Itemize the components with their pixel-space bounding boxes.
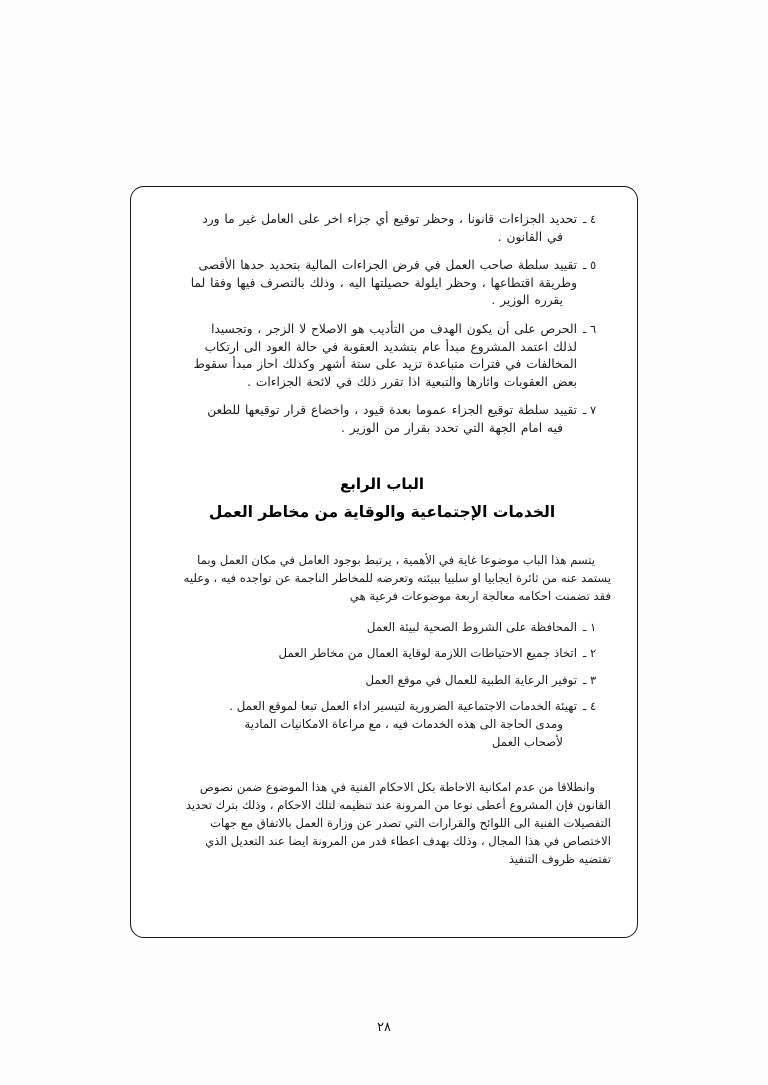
list-item (153, 672, 611, 690)
list-item (153, 402, 611, 437)
list-marker: ٥ ـ (583, 258, 597, 273)
list-text: تقييد سلطة صاحب العمل في فرض الجزاءات المالية بتحديد حدها الأقصى وطريقة اقتطاعها ، وحظر ايلولة حصيلتها اليه ، وذلك بالتصرف فيها وفقا لما يقرره الوزير . (190, 258, 577, 308)
section-heading (153, 472, 611, 525)
list-text: تحديد الجزاءات قانونا ، وحظر توقيع أي جزاء اخر على العامل غير ما ورد في القانون . (202, 212, 577, 244)
section-title: الباب الرابع (340, 474, 424, 493)
list-text: توفير الرعاية الطبية للعمال في موقع العمل (365, 672, 577, 687)
top-numbered-list (153, 211, 611, 438)
list-marker: ٣ ـ (583, 672, 597, 687)
list-marker: ٤ ـ (583, 212, 597, 226)
list-marker: ٧ ـ (583, 403, 597, 418)
content-frame (130, 186, 638, 938)
list-marker: ٤ ـ (583, 699, 597, 714)
list-item (153, 698, 611, 751)
list-text: تهيئة الخدمات الاجتماعية الضرورية لتيسير اداء العمل تبعا لموقع العمل . ومدى الحاجة الى هذه الخدمات فيه ، مع مراعاة الامكانيات المادية لأصحاب العمل (229, 699, 577, 749)
list-marker: ٦ ـ (583, 321, 597, 336)
list-text: المحافظة على الشروط الصحية لبيئة العمل (366, 619, 577, 634)
list-item (153, 211, 611, 246)
list-marker: ١ ـ (583, 619, 597, 634)
list-item (153, 257, 611, 310)
section-subtitle: الخدمات الإجتماعية والوقاية من مخاطر العمل (208, 502, 556, 521)
list-text: اتخاذ جميع الاحتياطات اللازمة لوقاية العمال من مخاطر العمل (278, 646, 577, 661)
list-item (153, 645, 611, 663)
list-text: تقييد سلطة توقيع الجزاء عموما بعدة قيود ، واخضاع قرار توقيعها للطعن فيه امام الجهة التي تحدد بقرار من الوزير . (207, 403, 577, 435)
sub-numbered-list (153, 619, 611, 752)
list-item (153, 321, 611, 391)
page-number: ٢٨ (377, 1020, 391, 1035)
list-item (153, 619, 611, 637)
content-area (153, 211, 611, 919)
list-marker: ٢ ـ (583, 646, 597, 661)
list-text: الحرص على أن يكون الهدف من التأديب هو الاصلاح لا الزجر ، وتجسيدا لذلك اعتمد المشروع مبدأ عام بتشديد العقوبة في حالة العود الى ارتكاب المخالفات في فترات متباعدة تزيد على ستة أشهر وكذلك احاز مبدأ سقوط بعض العقوبات واثارها والتبعية اذا تقرر ذلك في لائحة الجزاءات . (193, 321, 577, 389)
closing-paragraph: وانطلاقا من عدم امكانية الاحاطة بكل الاحكام الفنية في هذا الموضوع ضمن نصوص القانون فإن المشروع أعطى نوعا من المرونة عند تنظيمه لتلك الاحكام ، وذلك بترك تحديد التفصيلات الفنية الى اللوائح والقرارات التي تصدر عن وزارة العمل بالاتفاق مع جهات الاختصاص في هذا المجال ، وذلك بهدف اعطاء قدر من المرونة ايضا عند التعديل الذي تفتضيه ظروف التنفيذ (185, 780, 611, 867)
intro-paragraph: يتسم هذا الباب موضوعا غاية في الأهمية ، يرتبط بوجود العامل في مكان العمل وبما يستمد عنه من ثائرة ايجابيا او سلبيا ببيئته وتعرضه للمخاطر الناجمة عن تواجده فيه ، وعليه فقد تضمنت احكامه معالجة اربعة موضوعات فرعية هي (183, 552, 611, 603)
